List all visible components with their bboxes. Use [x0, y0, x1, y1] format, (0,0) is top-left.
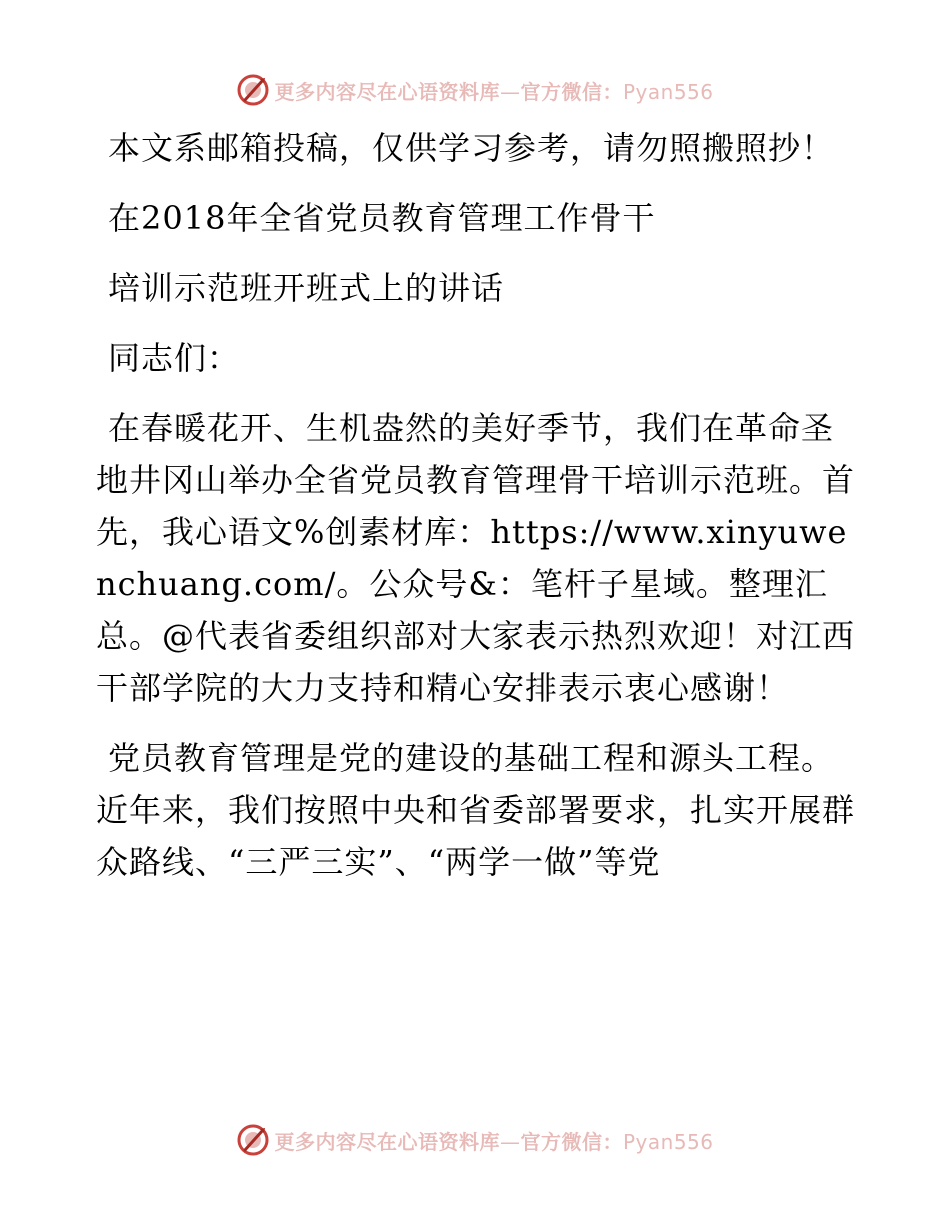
body-paragraph-1: 在春暖花开、生机盎然的美好季节，我们在革命圣地井冈山举办全省党员教育管理骨干培训示范班。首先，我心语文%创素材库：https://www.xinyuwenchuang.com/。公众号&：笔杆子星域。整理汇总。@代表省委组织部对大家表示热烈欢迎！对江西干部学院的大力支持和精心安排表示衷心感谢！ [96, 409, 856, 707]
watermark-header [0, 70, 950, 110]
watermark-main: 更多内容尽在心语资料库 [274, 79, 500, 104]
watermark-label: 官方微信： [520, 79, 623, 104]
salutation: 同志们： [108, 339, 241, 377]
watermark-dash: — [499, 1129, 521, 1154]
watermark-main: 更多内容尽在心语资料库 [274, 1129, 500, 1154]
watermark-label: 官方微信： [520, 1129, 623, 1154]
quill-seal-icon [236, 1123, 270, 1157]
body-paragraph-2: 党员教育管理是党的建设的基础工程和源头工程。近年来，我们按照中央和省委部署要求，扎实开展群众路线、“三严三实”、“两学一做”等党 [96, 739, 856, 881]
quill-seal-icon [236, 73, 270, 107]
watermark-text [274, 1126, 713, 1155]
watermark-footer [0, 1120, 950, 1160]
document-body [96, 122, 856, 906]
watermark-id: Pyan556 [622, 1129, 714, 1154]
title-line-1: 在2018年全省党员教育管理工作骨干 [108, 199, 656, 237]
watermark-dash: — [499, 79, 521, 104]
watermark-id: Pyan556 [622, 79, 714, 104]
watermark-text [274, 76, 713, 105]
title-line-2: 培训示范班开班式上的讲话 [108, 269, 505, 307]
notice-paragraph: 本文系邮箱投稿，仅供学习参考，请勿照搬照抄！ [108, 129, 835, 167]
